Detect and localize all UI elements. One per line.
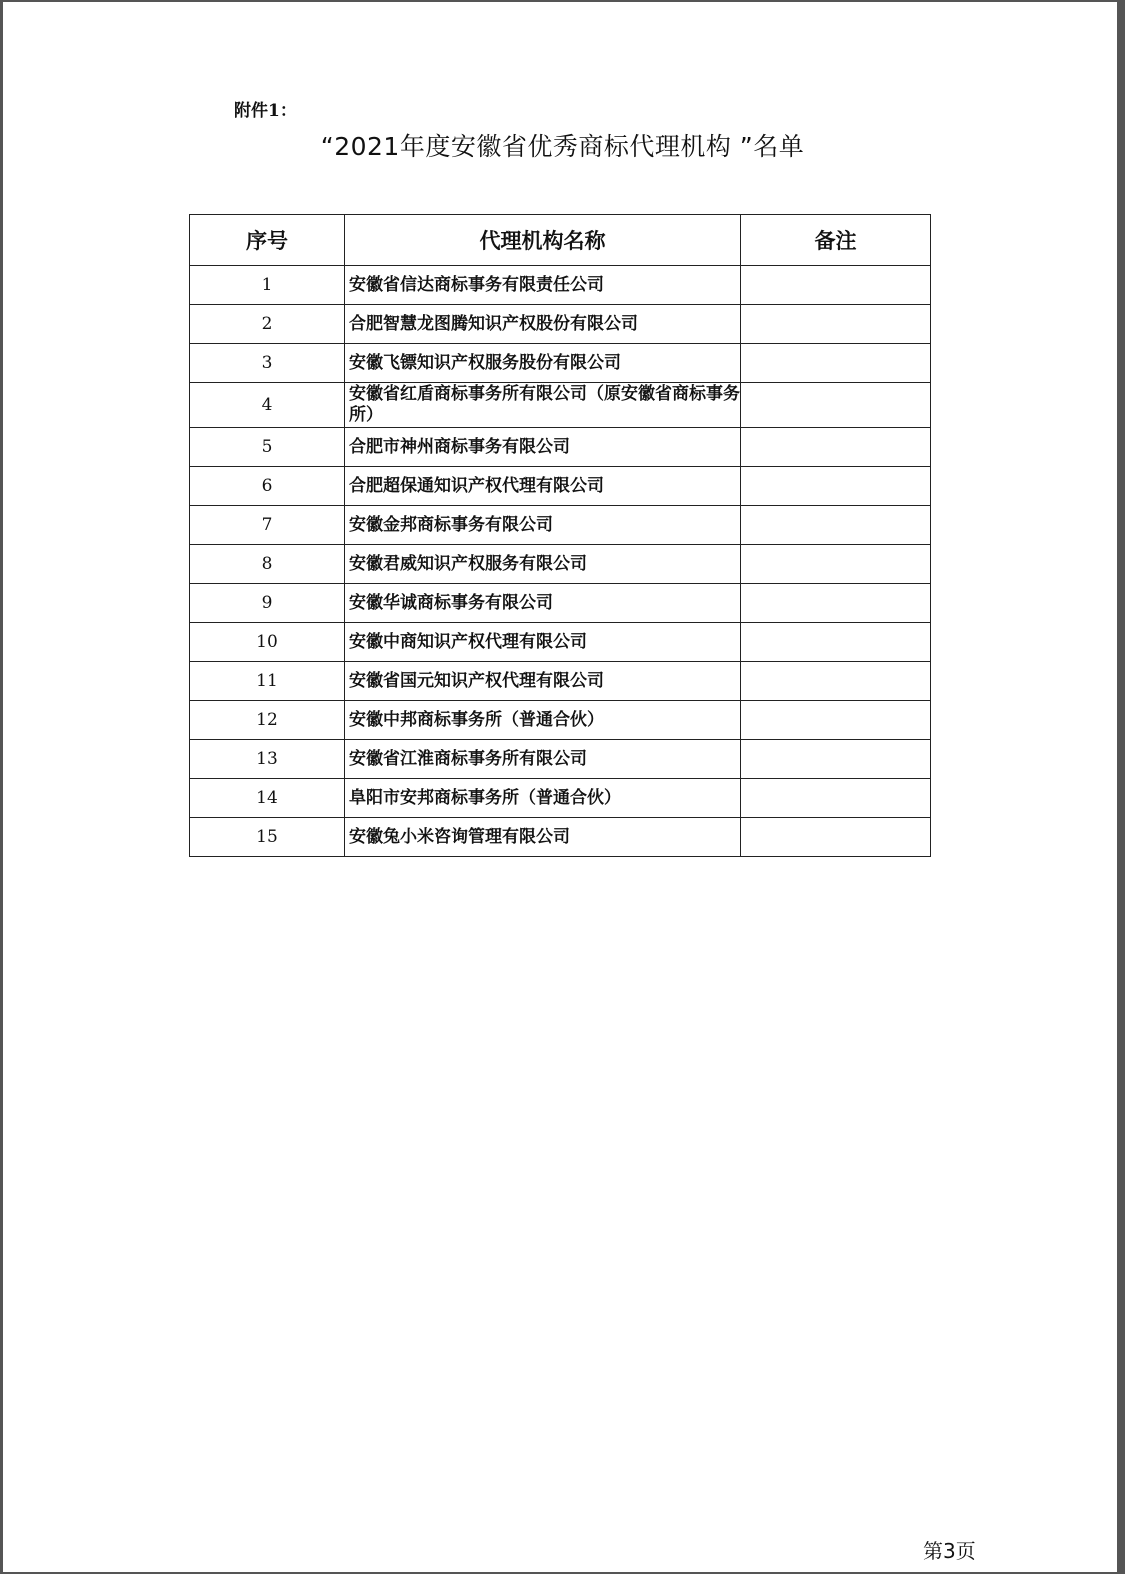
table-row	[190, 545, 931, 584]
table-row	[190, 779, 931, 818]
row-name: 阜阳市安邦商标事务所（普通合伙）	[345, 779, 741, 818]
table-row	[190, 305, 931, 344]
row-remark	[741, 545, 931, 584]
row-remark	[741, 428, 931, 467]
row-name: 安徽中商知识产权代理有限公司	[345, 623, 741, 662]
row-index: 4	[190, 383, 345, 428]
row-remark	[741, 305, 931, 344]
row-index: 6	[190, 467, 345, 506]
table-row	[190, 584, 931, 623]
row-name: 安徽省江淮商标事务所有限公司	[345, 740, 741, 779]
agency-list-table	[189, 214, 931, 857]
row-name: 合肥智慧龙图腾知识产权股份有限公司	[345, 305, 741, 344]
row-index: 2	[190, 305, 345, 344]
attachment-label: 附件1：	[234, 101, 297, 121]
row-name: 合肥市神州商标事务有限公司	[345, 428, 741, 467]
table-row	[190, 344, 931, 383]
document-title: “2021年度安徽省优秀商标代理机构 ”名单	[320, 132, 805, 161]
table-row	[190, 662, 931, 701]
table-row	[190, 701, 931, 740]
row-index: 15	[190, 818, 345, 857]
row-index: 3	[190, 344, 345, 383]
row-index: 13	[190, 740, 345, 779]
row-remark	[741, 467, 931, 506]
row-name: 安徽省国元知识产权代理有限公司	[345, 662, 741, 701]
row-remark	[741, 266, 931, 305]
row-index: 5	[190, 428, 345, 467]
row-index: 14	[190, 779, 345, 818]
table-row	[190, 383, 931, 428]
row-remark	[741, 740, 931, 779]
row-name: 安徽君威知识产权服务有限公司	[345, 545, 741, 584]
row-name: 安徽华诚商标事务有限公司	[345, 584, 741, 623]
row-index: 10	[190, 623, 345, 662]
row-index: 1	[190, 266, 345, 305]
page-number: 第3页	[923, 1539, 976, 1563]
table-row	[190, 467, 931, 506]
row-remark	[741, 818, 931, 857]
row-name: 安徽金邦商标事务有限公司	[345, 506, 741, 545]
table-row	[190, 818, 931, 857]
header-name: 代理机构名称	[345, 215, 741, 266]
row-name: 安徽飞镖知识产权服务股份有限公司	[345, 344, 741, 383]
row-name: 安徽省红盾商标事务所有限公司（原安徽省商标事务所）	[345, 383, 741, 428]
table-header-row	[190, 215, 931, 266]
header-remark: 备注	[741, 215, 931, 266]
row-name: 安徽兔小米咨询管理有限公司	[345, 818, 741, 857]
row-remark	[741, 506, 931, 545]
row-remark	[741, 584, 931, 623]
row-name: 安徽中邦商标事务所（普通合伙）	[345, 701, 741, 740]
row-index: 7	[190, 506, 345, 545]
row-remark	[741, 662, 931, 701]
row-name: 安徽省信达商标事务有限责任公司	[345, 266, 741, 305]
table-row	[190, 506, 931, 545]
row-index: 11	[190, 662, 345, 701]
row-remark	[741, 779, 931, 818]
row-index: 12	[190, 701, 345, 740]
header-index: 序号	[190, 215, 345, 266]
row-remark	[741, 623, 931, 662]
table-row	[190, 266, 931, 305]
table-row	[190, 428, 931, 467]
row-index: 9	[190, 584, 345, 623]
row-remark	[741, 383, 931, 428]
table-row	[190, 623, 931, 662]
row-remark	[741, 344, 931, 383]
row-name: 合肥超保通知识产权代理有限公司	[345, 467, 741, 506]
table-row	[190, 740, 931, 779]
row-index: 8	[190, 545, 345, 584]
row-remark	[741, 701, 931, 740]
